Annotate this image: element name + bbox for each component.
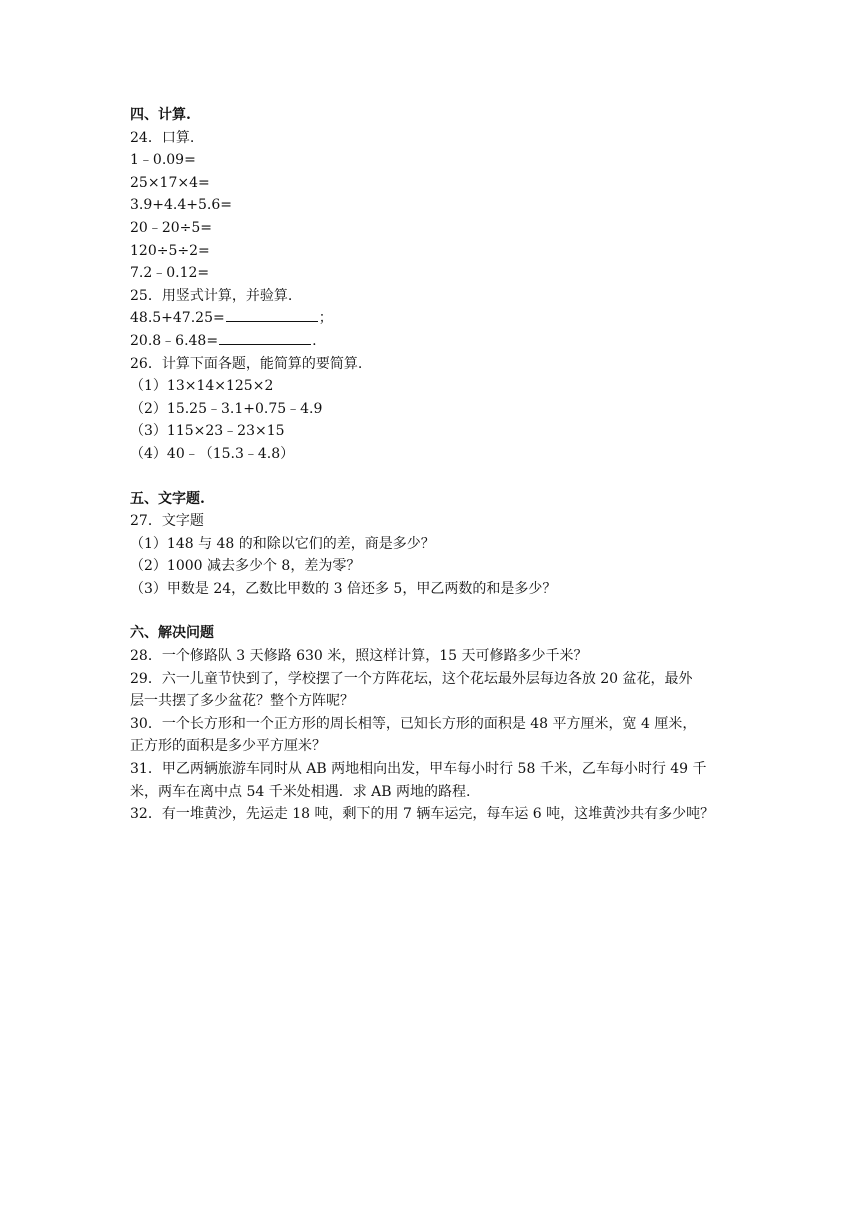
simplify-item: （1）13×14×125×2 [130,378,274,395]
section-heading-problem-solving: 六、解决问题 [130,625,214,642]
answer-blank[interactable] [226,307,318,322]
vertical-calc-expression: 48.5+47.25= [130,310,225,327]
oral-item: 25×17×4= [130,174,210,191]
question-29-line: 层一共摆了多少盆花？整个方阵呢？ [130,693,354,710]
question-24-title: 24．口算. [130,129,195,146]
question-25-title: 25．用竖式计算，并验算. [130,287,293,304]
simplify-item: （2）15.25﹣3.1+0.75﹣4.9 [130,400,323,417]
section-heading-calculation: 四、计算. [130,107,191,123]
question-32: 32．有一堆黄沙，先运走 18 吨，剩下的用 7 辆车运完，每车运 6 吨，这堆黄沙共有多少吨？ [130,806,715,823]
question-27-title: 27．文字题 [130,513,204,530]
oral-item: 7.2﹣0.12= [130,265,210,282]
word-item: （1）148 与 48 的和除以它们的差，商是多少？ [130,535,435,552]
section-heading-word-problems: 五、文字题. [130,490,205,507]
question-29-line: 29．六一儿童节快到了，学校摆了一个方阵花坛，这个花坛最外层每边各放 20 盆花，最外 [130,670,693,687]
section-spacer [130,466,740,488]
line-end-punct: ； [318,310,333,327]
word-item: （2）1000 减去多少个 8，差为零？ [130,558,361,575]
vertical-calc-expression: 20.8﹣6.48= [130,332,219,349]
answer-blank[interactable] [219,330,311,345]
question-31-line: 米，两车在离中点 54 千米处相遇．求 AB 两地的路程. [130,783,471,800]
section-spacer [130,600,740,622]
question-28: 28．一个修路队 3 天修路 630 米，照这样计算，15 天可修路多少千米？ [130,648,588,665]
oral-item: 1﹣0.09= [130,152,196,169]
simplify-item: （4）40﹣（15.3﹣4.8） [130,445,295,462]
oral-item: 20﹣20÷5= [130,219,212,236]
vertical-calc-item [130,307,740,330]
question-26-title: 26．计算下面各题，能简算的要简算. [130,355,363,372]
oral-item: 3.9+4.4+5.6= [130,197,232,214]
question-31-line: 31．甲乙两辆旅游车同时从 AB 两地相向出发，甲车每小时行 58 千米，乙车每小时行 49 千 [130,761,707,778]
question-30-line: 30．一个长方形和一个正方形的周长相等，已知长方形的面积是 48 平方厘米，宽 4 厘米， [130,715,697,732]
question-30-line: 正方形的面积是多少平方厘米？ [130,738,326,755]
word-item: （3）甲数是 24，乙数比甲数的 3 倍还多 5，甲乙两数的和是多少？ [130,580,557,597]
oral-item: 120÷5÷2= [130,242,210,259]
vertical-calc-item [130,330,740,353]
line-end-punct: . [312,332,317,349]
worksheet-page [130,104,740,826]
simplify-item: （3）115×23﹣23×15 [130,423,285,440]
